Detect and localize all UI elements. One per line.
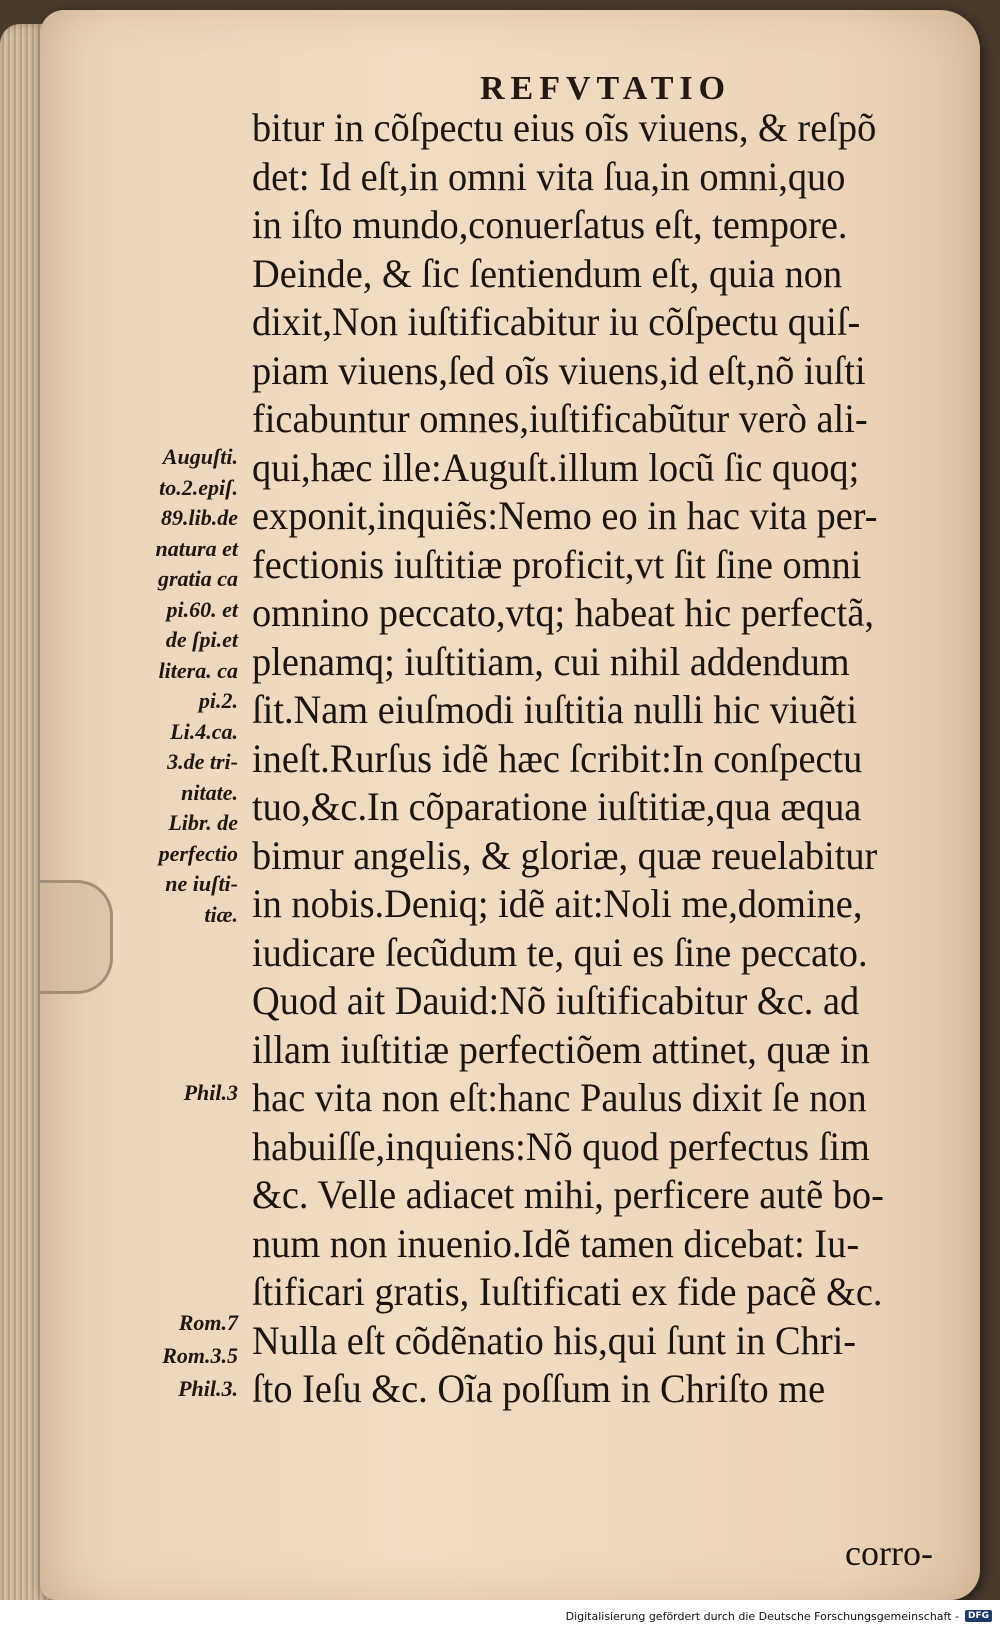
margin-notes bbox=[108, 442, 238, 930]
margin-reference: Phil.3. bbox=[178, 1376, 238, 1401]
digitization-footer bbox=[0, 1600, 1000, 1632]
margin-note-line: Auguſti. bbox=[162, 444, 238, 469]
margin-note-line: to.2.epiſ. bbox=[159, 474, 238, 500]
margin-note-line: pi.60. et bbox=[166, 596, 238, 622]
margin-note-line: natura et bbox=[155, 535, 238, 561]
margin-note-line: de ſpi.et bbox=[165, 627, 238, 652]
text-line: bimur angelis, & gloriæ, quæ reuelabitur bbox=[252, 832, 878, 878]
text-line: ſto Ieſu &c. Oĩa poſſum in Chriſto me bbox=[252, 1366, 826, 1411]
margin-refs-bottom bbox=[108, 1306, 238, 1405]
margin-note-line: tiæ. bbox=[204, 901, 238, 927]
catchword: corro- bbox=[845, 1533, 933, 1573]
text-line: Deinde, & ſic ſentiendum eſt, quia non bbox=[252, 250, 843, 296]
text-line: ſit.Nam eiuſmodi iuſtitia nulli hic viuẽti bbox=[252, 687, 858, 732]
text-line: illam iuſtitiæ perfectiõem attinet, quæ in bbox=[252, 1026, 870, 1072]
dfg-logo: DFG bbox=[965, 1610, 992, 1622]
clasp-mark bbox=[40, 880, 113, 994]
text-line: bitur in cõſpectu eius oĩs viuens, & reſpõ bbox=[252, 105, 877, 150]
text-line: exponit,inquiẽs:Nemo eo in hac vita per- bbox=[252, 493, 878, 538]
margin-note-line: 3.de tri- bbox=[167, 749, 238, 774]
text-line: in iſto mundo,conuerſatus eſt, tempore. bbox=[252, 202, 848, 247]
text-line: tuo,&c.In cõparatione iuſtitiæ,qua æqua bbox=[252, 784, 862, 829]
text-line: ineſt.Rurſus idẽ hæc ſcribit:In conſpectu bbox=[252, 735, 863, 781]
text-line: ſtificari gratis, Iuſtificati ex fide pacẽ &c. bbox=[252, 1269, 883, 1314]
running-head: REFVTATIO bbox=[480, 70, 732, 107]
footer-text: Digitalisierung gefördert durch die Deutsche Forschungsgemeinschaft - bbox=[565, 1609, 959, 1623]
margin-reference: Rom.7 bbox=[178, 1310, 238, 1335]
text-line: dixit,Non iuſtificabitur iu cõſpectu quiſ- bbox=[252, 299, 861, 344]
text-line: in nobis.Deniq; idẽ ait:Noli me,domine, bbox=[252, 881, 863, 926]
text-line: omnino peccato,vtq; habeat hic perfectã, bbox=[252, 590, 874, 635]
text-line: iudicare ſecũdum te, qui es ſine peccato. bbox=[252, 929, 868, 975]
text-line: habuiſſe,inquiens:Nõ quod perfectus ſim bbox=[252, 1123, 870, 1169]
margin-note-line: Libr. de bbox=[168, 810, 238, 835]
text-line: piam viuens,ſed oĩs viuens,id eſt,nõ iuſti bbox=[252, 347, 866, 393]
text-line: ficabuntur omnes,iuſtificabũtur verò ali- bbox=[252, 396, 868, 441]
margin-note-line: gratia ca bbox=[157, 566, 238, 591]
text-line: Nulla eſt cõdẽnatio his,qui ſunt in Chri- bbox=[252, 1317, 857, 1363]
margin-note-line: 89.lib.de bbox=[161, 505, 238, 530]
margin-reference: Rom.3.5 bbox=[162, 1343, 238, 1368]
main-text bbox=[252, 104, 982, 1414]
margin-note-line: nitate. bbox=[181, 779, 238, 805]
text-line: num non inuenio.Idẽ tamen dicebat: Iu- bbox=[252, 1220, 860, 1266]
text-line: &c. Velle adiacet mihi, perficere autẽ bo- bbox=[252, 1172, 884, 1217]
margin-reference: Phil.3 bbox=[183, 1080, 238, 1105]
text-line: hac vita non eſt:hanc Paulus dixit ſe non bbox=[252, 1075, 867, 1120]
text-line: det: Id eſt,in omni vita ſua,in omni,quo bbox=[252, 153, 846, 199]
text-line: fectionis iuſtitiæ proficit,vt ſit ſine omni bbox=[252, 541, 862, 587]
text-line: plenamq; iuſtitiam, cui nihil addendum bbox=[252, 638, 850, 684]
text-line: Quod ait Dauid:Nõ iuſtificabitur &c. ad bbox=[252, 978, 860, 1023]
margin-note-line: litera. ca bbox=[158, 657, 238, 683]
text-line: qui,hæc ille:Auguſt.illum locũ ſic quoq; bbox=[252, 444, 860, 490]
margin-note-line: ne iuſti- bbox=[165, 871, 238, 896]
margin-ref-phil bbox=[108, 1078, 238, 1109]
margin-note-line: perfectio bbox=[158, 840, 238, 866]
margin-note-line: Li.4.ca. bbox=[170, 718, 238, 744]
margin-note-line: pi.2. bbox=[198, 688, 238, 713]
